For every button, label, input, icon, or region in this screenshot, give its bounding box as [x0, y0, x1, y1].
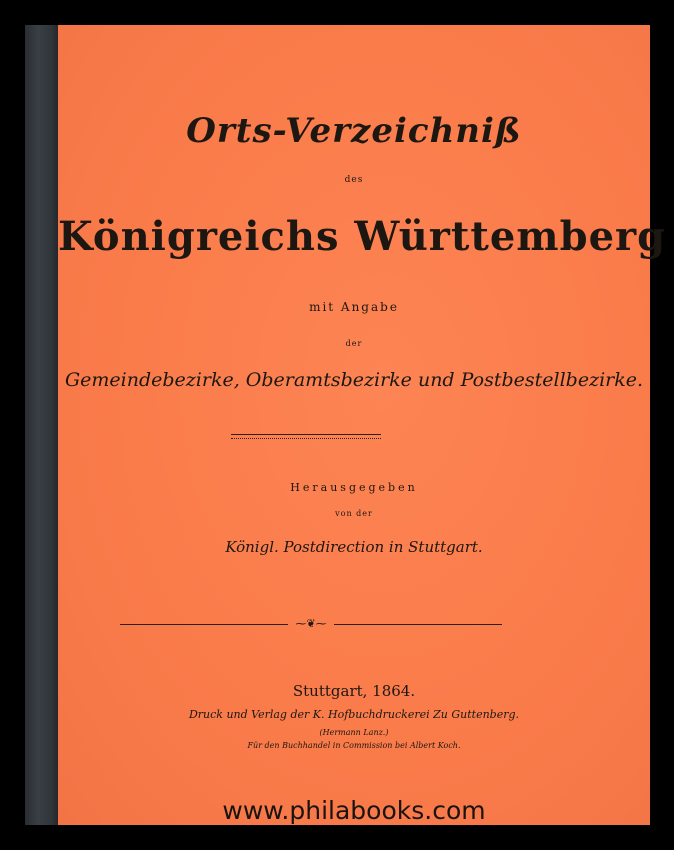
printer-line: Druck und Verlag der K. Hofbuchdruckerei Zu Guttenberg.: [188, 708, 520, 721]
article-der: der: [345, 339, 363, 348]
publisher-authority: Königl. Postdirection in Stuttgart.: [225, 538, 483, 556]
rule-right-bar: [334, 624, 502, 626]
book-cover: [58, 25, 667, 825]
commission-line: Für den Buchhandel in Commission bei Albert Koch.: [247, 741, 461, 750]
herausgegeben-label: Herausgegeben: [290, 481, 418, 494]
subtitle-bezirke: Gemeindebezirke, Oberamtsbezirke und Postbestellbezirke.: [64, 369, 644, 391]
decorative-rule-short: [231, 434, 381, 439]
subtitle-mit-angabe: mit Angabe: [309, 300, 399, 314]
title-line-1: Orts-Verzeichniß: [186, 111, 522, 151]
ornamental-rule: [120, 617, 502, 630]
title-line-2: Königreichs Württemberg: [58, 213, 667, 260]
fleuron-ornament-icon: ⁓❦⁓: [295, 617, 327, 630]
von-der-label: von der: [335, 509, 373, 518]
place-and-year: Stuttgart, 1864.: [292, 682, 416, 700]
printer-name: (Hermann Lanz.): [319, 728, 389, 737]
watermark-url: www.philabooks.com: [222, 796, 486, 825]
rule-left-bar: [120, 624, 288, 626]
article-des: des: [344, 175, 364, 185]
book-spine: [25, 25, 58, 825]
